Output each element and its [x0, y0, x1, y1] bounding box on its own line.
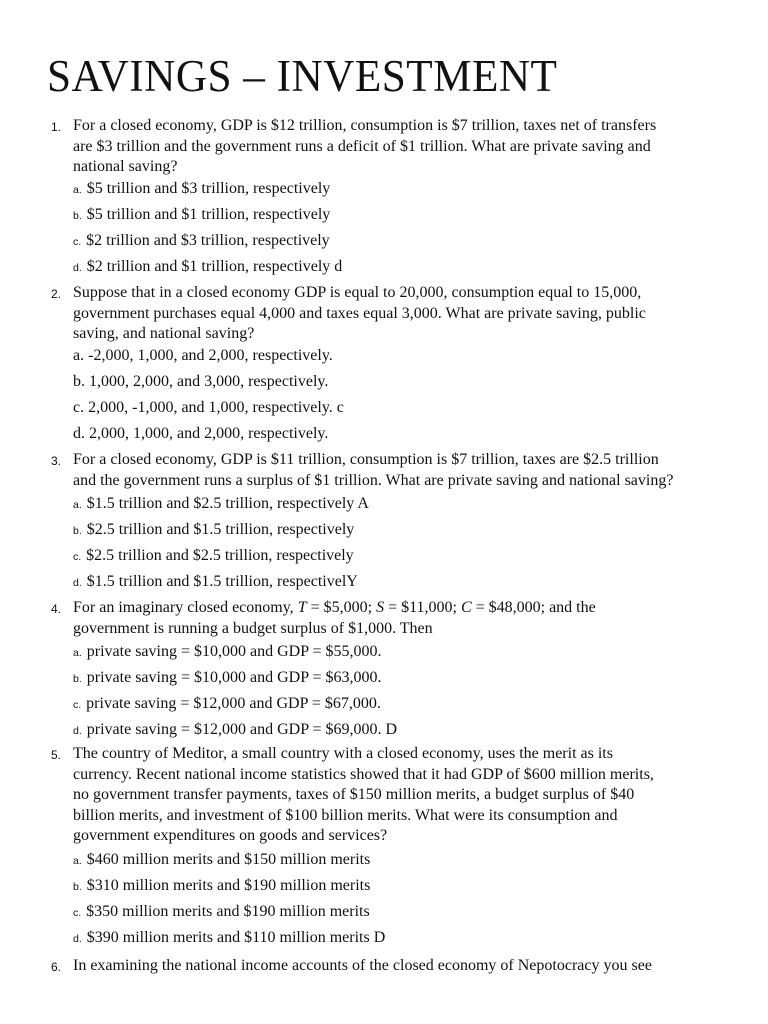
question-1-option-d	[73, 257, 342, 278]
question-5-line-3: no government transfer payments, taxes of $150 million merits, a budget surplus of $40	[73, 786, 635, 803]
question-2-option-b	[73, 372, 328, 392]
question-2-number: 2.	[51, 287, 62, 301]
question-3-option-d	[73, 572, 358, 593]
question-5-line-2: currency. Recent national income statistics showed that it had GDP of $600 million merits,	[73, 765, 654, 783]
option-text: private saving = $12,000 and GDP = $69,000. D	[86, 721, 398, 738]
question-3-line-2: and the government runs a surplus of $1 trillion. What are private saving and national saving?	[73, 471, 674, 489]
option-text: $5 trillion and $1 trillion, respectively	[86, 206, 331, 223]
option-label: a.	[73, 499, 82, 511]
page-title: SAVINGS – INVESTMENT	[47, 51, 558, 101]
option-label: d.	[73, 725, 82, 737]
question-5-option-b	[73, 876, 370, 897]
question-2-line-3: saving, and national saving?	[73, 325, 255, 342]
variable-c: C	[460, 599, 472, 616]
variable-s: S	[376, 599, 385, 616]
option-text: $2 trillion and $1 trillion, respectively d	[86, 258, 343, 275]
question-2-text	[73, 283, 753, 345]
option-label: a.	[73, 855, 82, 867]
question-4-option-d	[73, 720, 397, 741]
question-2-option-d	[73, 424, 328, 444]
question-1-option-c	[73, 231, 330, 252]
option-text: 1,000, 2,000, and 3,000, respectively.	[89, 373, 329, 390]
question-3-line-1: For a closed economy, GDP is $11 trillion, consumption is $7 trillion, taxes are $2.5 trillion	[73, 451, 659, 468]
t-value: = $5,000;	[306, 599, 377, 616]
question-2-option-a	[73, 346, 333, 366]
question-5-line-5: government expenditures on goods and services?	[73, 827, 388, 844]
option-text: $460 million merits and $150 million merits	[86, 851, 371, 868]
question-3-option-c	[73, 546, 354, 567]
question-5-text	[73, 744, 753, 847]
option-text: $2.5 trillion and $1.5 trillion, respectively	[86, 521, 355, 538]
question-1-line-2: are $3 trillion and the government runs a deficit of $1 trillion. What are private saving and	[73, 137, 651, 155]
question-6-number: 6.	[51, 960, 62, 974]
question-1-text	[73, 116, 753, 178]
option-text: $390 million merits and $110 million merits D	[86, 929, 386, 946]
question-4-prefix: For an imaginary closed economy,	[73, 599, 298, 616]
question-4-line-2: government is running a budget surplus of $1,000. Then	[73, 619, 433, 637]
question-4-option-c	[73, 694, 381, 715]
option-label: a.	[73, 184, 82, 196]
c-value: = $48,000; and the	[471, 599, 596, 616]
question-1-number: 1.	[51, 120, 62, 134]
question-6-text	[73, 956, 753, 977]
question-5-line-4: billion merits, and investment of $100 billion merits. What were its consumption and	[73, 806, 618, 824]
question-5-option-c	[73, 902, 370, 923]
option-label: d.	[73, 577, 82, 589]
option-text: $310 million merits and $190 million merits	[86, 877, 371, 894]
option-label: d.	[73, 262, 82, 274]
option-label: c.	[73, 907, 82, 919]
question-1-option-a	[73, 179, 330, 200]
question-4-option-a	[73, 642, 382, 663]
option-text: 2,000, 1,000, and 2,000, respectively.	[89, 425, 329, 442]
option-label: c.	[73, 399, 85, 416]
question-4-option-b	[73, 668, 382, 689]
option-label: b.	[73, 881, 82, 893]
question-5-line-1: The country of Meditor, a small country with a closed economy, uses the merit as its	[73, 745, 613, 762]
s-value: = $11,000;	[384, 599, 461, 616]
option-text: $2.5 trillion and $2.5 trillion, respectively	[86, 547, 354, 564]
option-text: -2,000, 1,000, and 2,000, respectively.	[88, 347, 333, 364]
option-label: c.	[73, 236, 82, 248]
variable-t: T	[297, 599, 307, 616]
question-6-line-1: In examining the national income accounts of the closed economy of Nepotocracy you see	[73, 957, 652, 974]
option-label: d.	[73, 933, 82, 945]
option-text: $1.5 trillion and $1.5 trillion, respectivelY	[86, 573, 358, 590]
question-4-line-1	[73, 598, 753, 619]
option-label: a.	[73, 347, 85, 364]
option-text: $350 million merits and $190 million merits	[86, 903, 370, 920]
question-5-number: 5.	[51, 748, 62, 762]
option-text: $1.5 trillion and $2.5 trillion, respectively A	[86, 495, 369, 512]
question-4-text	[73, 598, 753, 639]
question-3-number: 3.	[51, 454, 62, 468]
question-1-line-3: national saving?	[73, 158, 178, 175]
option-label: b.	[73, 210, 82, 222]
question-1-line-1: For a closed economy, GDP is $12 trillion, consumption is $7 trillion, taxes net of transfers	[73, 117, 657, 134]
question-2-line-1: Suppose that in a closed economy GDP is equal to 20,000, consumption equal to 15,000,	[73, 284, 642, 301]
option-label: c.	[73, 699, 82, 711]
option-label: b.	[73, 673, 82, 685]
option-text: private saving = $12,000 and GDP = $67,000.	[86, 695, 381, 712]
question-3-option-a	[73, 494, 369, 515]
option-label: b.	[73, 525, 82, 537]
option-label: a.	[73, 647, 82, 659]
option-text: $5 trillion and $3 trillion, respectively	[86, 180, 331, 197]
question-5-option-a	[73, 850, 370, 871]
question-2-line-2: government purchases equal 4,000 and taxes equal 3,000. What are private saving, public	[73, 304, 646, 322]
question-3-text	[73, 450, 753, 491]
question-3-option-b	[73, 520, 354, 541]
question-4-number: 4.	[51, 602, 62, 616]
option-text: private saving = $10,000 and GDP = $63,000.	[86, 669, 382, 686]
question-5-option-d	[73, 928, 385, 949]
option-text: 2,000, -1,000, and 1,000, respectively. c	[88, 399, 344, 416]
option-label: d.	[73, 425, 85, 442]
option-text: private saving = $10,000 and GDP = $55,000.	[86, 643, 382, 660]
option-label: b.	[73, 373, 85, 390]
option-label: c.	[73, 551, 82, 563]
question-1-option-b	[73, 205, 330, 226]
option-text: $2 trillion and $3 trillion, respectively	[86, 232, 330, 249]
question-2-option-c	[73, 398, 344, 418]
